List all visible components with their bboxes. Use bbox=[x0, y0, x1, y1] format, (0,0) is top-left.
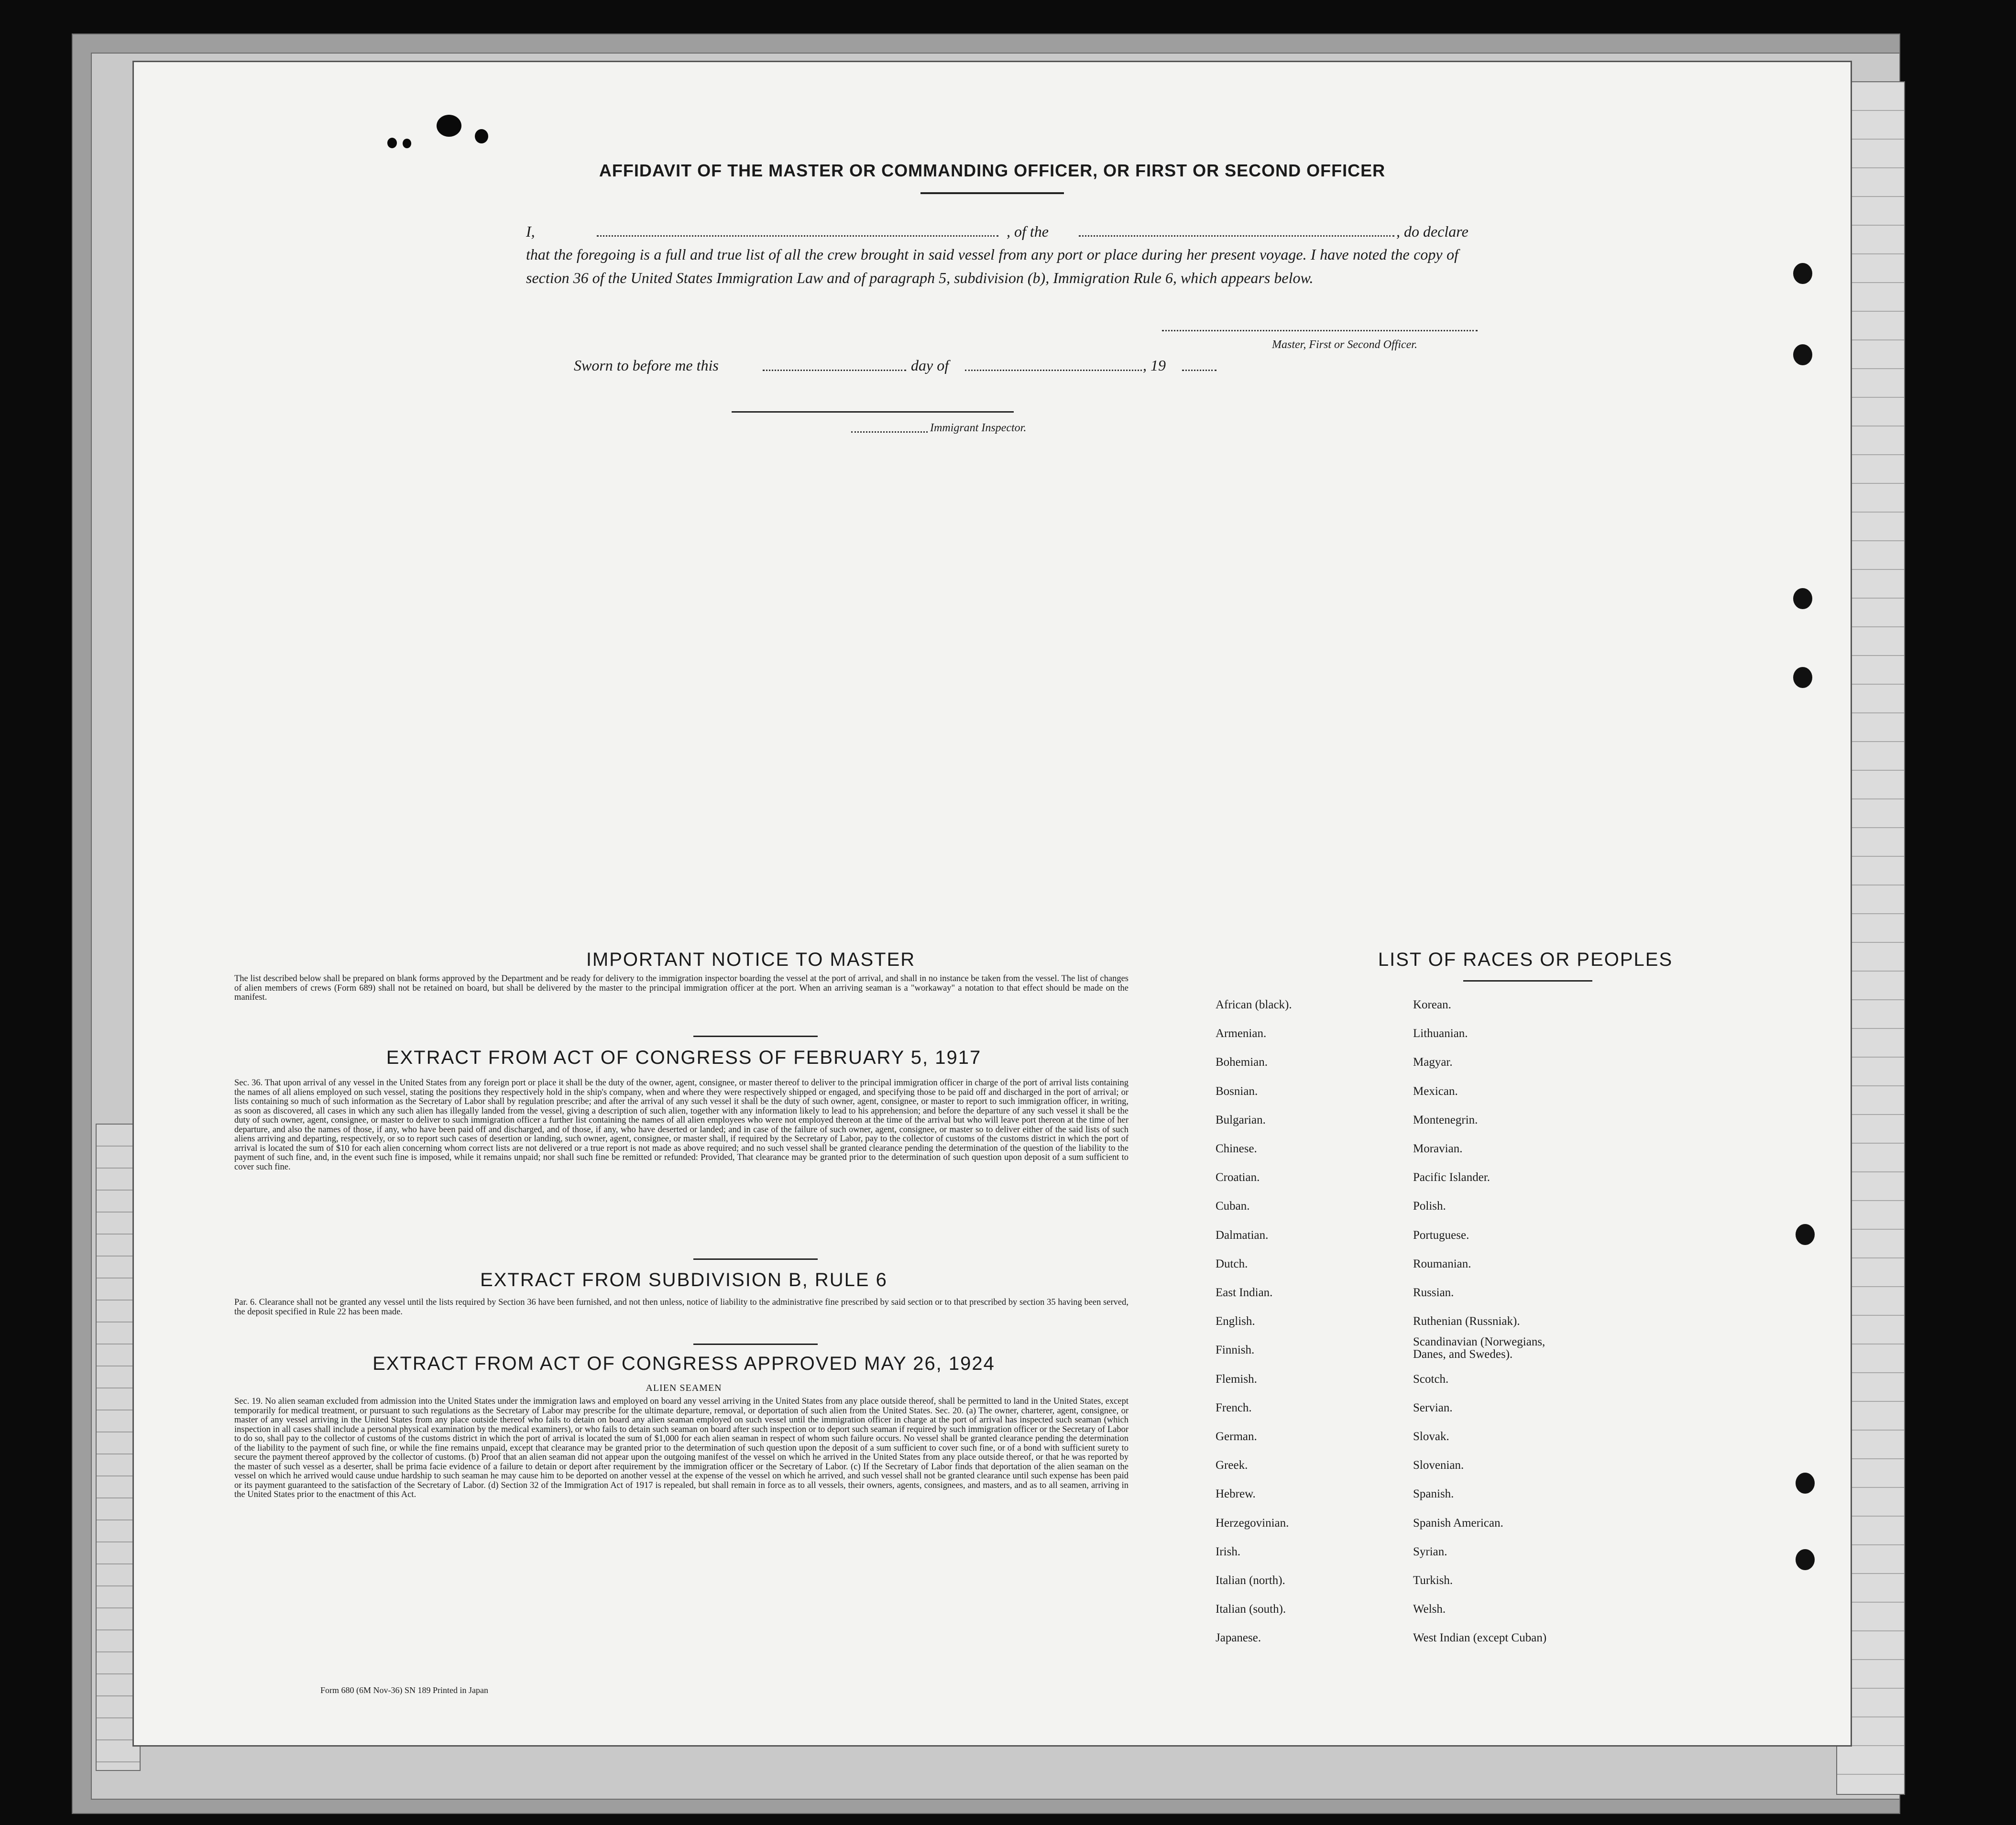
punch-hole bbox=[1793, 588, 1812, 609]
race-item: Ruthenian (Russniak). bbox=[1413, 1315, 1520, 1328]
sworn-day-label: day of bbox=[911, 357, 949, 374]
affidavit-body: that the foregoing is a full and true list of all the crew brought in said vessel from any port or place during her present voyage. I have noted the copy of section 36 of the United States Immigration Law and of paragraph 5, subdivision (b), Immigration Rule 6, which appears below. bbox=[526, 246, 1458, 286]
race-item: Servian. bbox=[1413, 1401, 1453, 1414]
races-column-2 bbox=[1413, 991, 1571, 1653]
section-rule bbox=[693, 1344, 818, 1345]
race-item: Spanish American. bbox=[1413, 1516, 1503, 1530]
section-rule bbox=[693, 1036, 818, 1037]
title-rule bbox=[920, 192, 1064, 194]
race-item: Cuban. bbox=[1216, 1200, 1250, 1213]
punch-hole bbox=[1796, 1224, 1815, 1245]
race-item: French. bbox=[1216, 1401, 1252, 1414]
race-item: Armenian. bbox=[1216, 1027, 1267, 1040]
affidavit-line1-end: , do declare bbox=[1396, 223, 1468, 240]
race-item: Greek. bbox=[1216, 1459, 1248, 1472]
affidavit-title: AFFIDAVIT OF THE MASTER OR COMMANDING OFFICER, OR FIRST OR SECOND OFFICER bbox=[599, 161, 1386, 180]
race-item: Bohemian. bbox=[1216, 1056, 1268, 1069]
race-item: Lithuanian. bbox=[1413, 1027, 1468, 1040]
extract-rule6-title: EXTRACT FROM SUBDIVISION B, RULE 6 bbox=[480, 1269, 887, 1290]
form-sheet bbox=[134, 62, 1851, 1745]
race-item: German. bbox=[1216, 1430, 1257, 1443]
race-item: Polish. bbox=[1413, 1200, 1446, 1213]
sworn-year-blank bbox=[1182, 370, 1216, 371]
name-blank bbox=[597, 235, 998, 237]
master-signature-label: Master, First or Second Officer. bbox=[1272, 339, 1417, 351]
race-item: Slovenian. bbox=[1413, 1459, 1464, 1472]
race-item: Turkish. bbox=[1413, 1574, 1453, 1587]
race-item: Chinese. bbox=[1216, 1142, 1257, 1156]
affidavit-line1-start: I, bbox=[526, 223, 535, 240]
race-item: Scandinavian (Norwegians, Danes, and Swedes). bbox=[1413, 1335, 1545, 1361]
extract-1917-title: EXTRACT FROM ACT OF CONGRESS OF FEBRUARY 5, 1917 bbox=[386, 1047, 982, 1068]
extract-1917-text: Sec. 36. That upon arrival of any vessel in the United States from any foreign port or place it shall be the duty of the owner, agent, consignee, or master thereof to deliver to the principal immigration officer in charge of the port of arrival lists containing the names of all aliens employed on such vessel, stating the positions they respectively hold in the ship's company, when and where they were respectively shipped or engaged, and specifying those to be paid off and discharged in the port of arrival; or lists containing so much of such information as the Secretary of Labor shall by regulation prescribe; and after the arrival of any such vessel it shall be the duty of such owner, agent, consignee, or master to report to such immigration officer, in writing, as soon as discovered, all cases in which any such alien has illegally landed from the vessel, giving a description of such alien, together with any information likely to lead to his apprehension; and before the departure of any such vessel it shall be the duty of such owner, agent, consignee, or master to deliver to such immigration officer a further list containing the names of all alien employees who were not employed thereon at the time of the arrival but who will leave port thereon at the time of her departure, and also the names of those, if any, who have been paid off and discharged, and of those, if any, who have deserted or landed; and in case of the failure of such owner, agent, consignee, or master so to deliver either of the said lists of such aliens arriving and departing, respectively, or so to report such cases of desertion or landing, such owner, agent, consignee, or master shall, if required by the Secretary of Labor, pay to the collector of customs of the customs district in which the port of arrival is located the sum of $10 for each alien concerning whom correct lists are not delivered or a true report is not made as above required; and no such vessel shall be granted clearance pending the determination of the question of the liability to the payment of such fine, and, in the event such fine is imposed, while it remains unpaid; nor shall such fine be remitted or refunded: Provided, That clearance may be granted prior to the determination of such question upon deposit of a sum sufficient to cover such fine. bbox=[234, 1078, 1129, 1172]
race-item: Bosnian. bbox=[1216, 1084, 1258, 1098]
vessel-blank bbox=[1079, 235, 1394, 237]
sworn-start: Sworn to before me this bbox=[574, 357, 719, 374]
sworn-day-blank bbox=[763, 370, 906, 371]
race-item: Irish. bbox=[1216, 1545, 1241, 1558]
race-item: Hebrew. bbox=[1216, 1487, 1256, 1501]
race-item: English. bbox=[1216, 1315, 1255, 1328]
ink-blot bbox=[387, 138, 397, 148]
affidavit-line1-mid: , of the bbox=[1007, 223, 1049, 240]
race-item: Italian (south). bbox=[1216, 1603, 1286, 1616]
sworn-year: , 19 bbox=[1143, 357, 1166, 374]
race-item: Scotch. bbox=[1413, 1372, 1449, 1386]
form-footer: Form 680 (6M Nov-36) SN 189 Printed in Japan bbox=[320, 1685, 488, 1695]
race-item: Russian. bbox=[1413, 1286, 1454, 1300]
extract-1924-title: EXTRACT FROM ACT OF CONGRESS APPROVED MAY 26, 1924 bbox=[373, 1353, 995, 1374]
extract-rule6-text: Par. 6. Clearance shall not be granted any vessel until the lists required by Section 36 have been furnished, and not then unless, notice of liability to the administrative fine prescribed by said section or to that prescribed by section 35 having been served, the deposit specified in Rule 22 has been made. bbox=[234, 1298, 1129, 1317]
race-item: Flemish. bbox=[1216, 1372, 1257, 1386]
notice-title: IMPORTANT NOTICE TO MASTER bbox=[586, 949, 916, 970]
ink-blot bbox=[475, 129, 488, 143]
race-item: Slovak. bbox=[1413, 1430, 1449, 1443]
race-item: Korean. bbox=[1413, 998, 1451, 1011]
extract-1924-text: Sec. 19. No alien seaman excluded from admission into the United States under the immigration laws and employed on board any vessel arriving in the United States from any place outside thereof, shall be permitted to land in the United States, except temporarily for medical treatment, or pursuant to such regulations as the Secretary of Labor may prescribe for the ultimate departure, removal, or deportation of such alien from the United States. Sec. 20. (a) The owner, charterer, agent, consignee, or master of any vessel arriving in the United States from any place outside thereof who fails to detain on board any alien seaman employed on such vessel until the immigration officer in charge at the port of arrival has inspected such seaman (which inspection in all cases shall include a personal physical examination by the medical examiners), or who fails to detain such seaman on board after such inspection or to deport such seaman if required by such immigration officer or the Secretary of Labor to do so, shall pay to the collector of customs of the customs district in which the port of arrival is located the sum of $1,000 for each alien seaman in respect of whom such failure occurs. No vessel shall be granted clearance pending the determination of the liability to the payment of such fine, or while the fine remains unpaid, except that clearance may be granted prior to the determination of such question upon the deposit of a sum sufficient to cover such fine, or of a bond with sufficient surety to secure the payment thereof approved by the collector of customs. (b) Proof that an alien seaman did not appear upon the outgoing manifest of the vessel on which he arrived in the United States from any place outside thereof, or that he was reported by the master of such vessel as a deserter, shall be prima facie evidence of a failure to detain or deport after requirement by the immigration officer or the Secretary of Labor. (c) If the Secretary of Labor finds that deportation of the alien seaman on the vessel on which he arrived would cause undue hardship to such seaman he may cause him to be deported on another vessel at the expense of the vessel on which he arrived, and such vessel shall not be granted clearance until such expense has been paid or its payment guaranteed to the satisfaction of the Secretary of Labor. (d) Section 32 of the Immigration Act of 1917 is repealed, but shall remain in force as to all vessels, their owners, agents, consignees, and masters, and as to all seamen, arriving in the United States prior to the enactment of this Act. bbox=[234, 1397, 1129, 1499]
race-item: African (black). bbox=[1216, 998, 1292, 1011]
race-item: Moravian. bbox=[1413, 1142, 1463, 1156]
race-item: Portuguese. bbox=[1413, 1228, 1469, 1242]
race-item: Syrian. bbox=[1413, 1545, 1447, 1558]
race-item: Montenegrin. bbox=[1413, 1113, 1478, 1126]
punch-hole bbox=[1793, 667, 1812, 688]
punch-hole bbox=[1793, 344, 1812, 365]
inspector-signature-line bbox=[732, 411, 1014, 413]
race-item: Croatian. bbox=[1216, 1171, 1260, 1184]
race-item: Bulgarian. bbox=[1216, 1113, 1266, 1126]
inspector-label: Immigrant Inspector. bbox=[930, 422, 1027, 434]
race-item: Roumanian. bbox=[1413, 1257, 1471, 1270]
race-item: Finnish. bbox=[1216, 1344, 1255, 1357]
ink-blot bbox=[403, 139, 411, 148]
punch-hole bbox=[1796, 1549, 1815, 1570]
punch-hole bbox=[1796, 1473, 1815, 1494]
race-item: Spanish. bbox=[1413, 1487, 1454, 1501]
punch-hole bbox=[1793, 263, 1812, 284]
section-rule bbox=[693, 1258, 818, 1260]
races-column-1 bbox=[1216, 991, 1292, 1653]
race-item: Japanese. bbox=[1216, 1631, 1261, 1645]
extract-1924-subtitle: ALIEN SEAMEN bbox=[646, 1383, 722, 1393]
race-item: Herzegovinian. bbox=[1216, 1516, 1289, 1530]
sworn-month-blank bbox=[965, 370, 1142, 371]
race-item: Pacific Islander. bbox=[1413, 1171, 1490, 1184]
race-item: West Indian (except Cuban) bbox=[1413, 1631, 1547, 1645]
inspector-dots bbox=[851, 431, 928, 433]
master-signature-line bbox=[1162, 330, 1478, 331]
race-item: East Indian. bbox=[1216, 1286, 1273, 1300]
race-item: Magyar. bbox=[1413, 1056, 1453, 1069]
race-item: Dutch. bbox=[1216, 1257, 1248, 1270]
races-title: LIST OF RACES OR PEOPLES bbox=[1378, 949, 1673, 970]
race-item: Italian (north). bbox=[1216, 1574, 1285, 1587]
ink-blot bbox=[437, 115, 461, 137]
race-item: Dalmatian. bbox=[1216, 1228, 1269, 1242]
race-item: Mexican. bbox=[1413, 1084, 1458, 1098]
notice-text: The list described below shall be prepared on blank forms approved by the Department and be ready for delivery to the immigration inspector boarding the vessel at the port of arrival, and shall in no instance be taken from the vessel. The list of changes of alien members of crews (Form 689) shall not be retained on board, but shall be delivered by the master to the principal immigration officer at the port. When an arriving seaman is a "workaway" a notation to that effect should be made on the manifest. bbox=[234, 974, 1129, 1002]
races-title-rule bbox=[1463, 980, 1592, 982]
race-item: Welsh. bbox=[1413, 1603, 1446, 1616]
